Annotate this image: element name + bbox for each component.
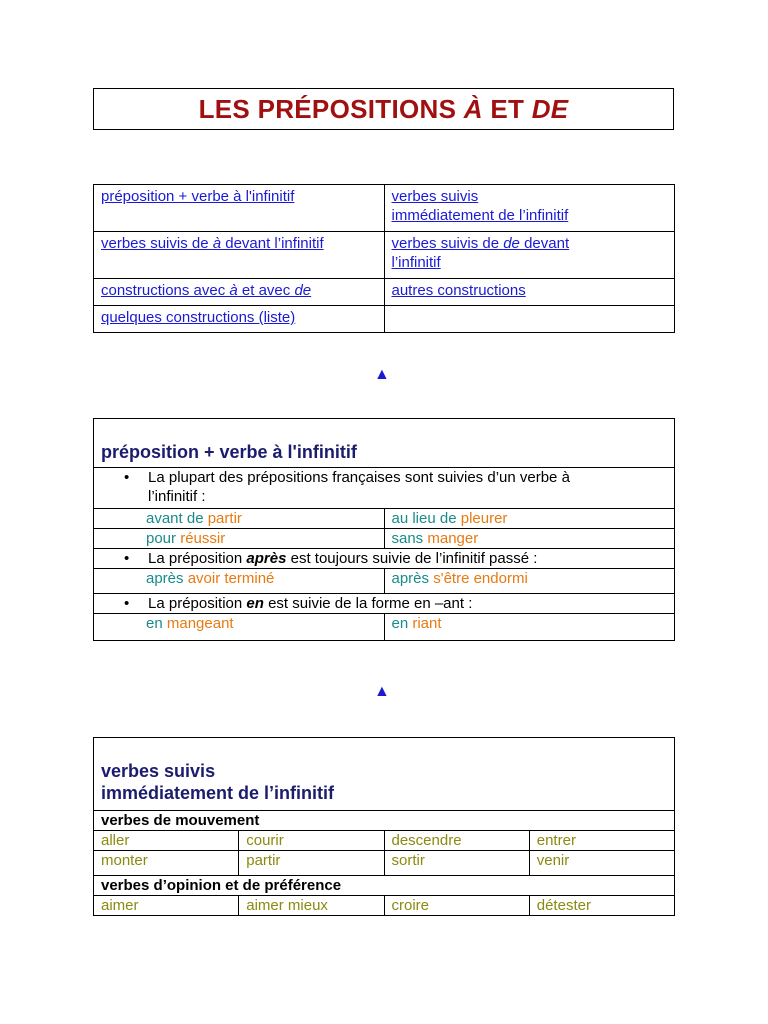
- example-cell: avant de partir: [94, 509, 385, 529]
- toc-cell: [94, 279, 385, 306]
- section-verbes-immediatement: [93, 737, 675, 916]
- verb-cell: détester: [529, 896, 674, 916]
- toc-link-autres-constructions[interactable]: autres constructions: [391, 282, 526, 299]
- verb-cell: descendre: [384, 831, 529, 851]
- back-to-top-arrow-icon[interactable]: ▲: [374, 366, 390, 383]
- bullet-row: • La préposition après est toujours suivie de l’infinitif passé :: [94, 549, 675, 569]
- toc-link-verbes-immediatement[interactable]: verbes suivis immédiatement de l’infinitif: [391, 188, 569, 224]
- subheading-opinion: verbes d’opinion et de préférence: [94, 876, 675, 896]
- toc-cell: [94, 306, 385, 333]
- section-heading: préposition + verbe à l'infinitif: [101, 442, 357, 462]
- section-heading: verbes suivis immédiatement de l’infinitif: [101, 761, 335, 803]
- verb-cell: aimer: [94, 896, 239, 916]
- example-cell: au lieu de pleurer: [384, 509, 675, 529]
- example-cell: après avoir terminé: [94, 569, 385, 594]
- bullet-icon: •: [124, 469, 130, 486]
- verb-cell: venir: [529, 851, 674, 876]
- subheading-mouvement: verbes de mouvement: [94, 811, 675, 831]
- example-cell: sans manger: [384, 529, 675, 549]
- example-cell: en riant: [384, 614, 675, 641]
- verb-cell: courir: [239, 831, 384, 851]
- section-heading-cell: [94, 419, 675, 468]
- verb-cell: aimer mieux: [239, 896, 384, 916]
- toc-cell: [384, 279, 675, 306]
- bullet-row: • La préposition en est suivie de la forme en –ant :: [94, 594, 675, 614]
- example-cell: pour réussir: [94, 529, 385, 549]
- verb-cell: aller: [94, 831, 239, 851]
- section-heading-cell: [94, 738, 675, 811]
- toc-link-verbes-de[interactable]: verbes suivis de de devant l’infinitif: [391, 235, 570, 271]
- toc-cell: [94, 185, 385, 232]
- toc-link-verbes-a[interactable]: verbes suivis de à devant l’infinitif: [101, 235, 324, 252]
- section-preposition-infinitif: [93, 418, 675, 641]
- toc-cell: [384, 232, 675, 279]
- toc-cell: [94, 232, 385, 279]
- bullet-icon: •: [124, 550, 130, 567]
- page-title: LES PRÉPOSITIONS À ET DE: [198, 93, 569, 124]
- toc-link-liste[interactable]: quelques constructions (liste): [101, 309, 296, 326]
- verb-cell: croire: [384, 896, 529, 916]
- bullet-icon: •: [124, 595, 130, 612]
- toc-table: [93, 184, 675, 333]
- example-cell: en mangeant: [94, 614, 385, 641]
- toc-link-preposition-infinitif[interactable]: préposition + verbe à l'infinitif: [101, 188, 295, 205]
- verb-cell: sortir: [384, 851, 529, 876]
- verb-cell: monter: [94, 851, 239, 876]
- title-box: [93, 88, 674, 130]
- back-to-top-arrow-icon[interactable]: ▲: [374, 683, 390, 700]
- toc-cell-empty: [384, 306, 675, 333]
- toc-link-constructions-a-de[interactable]: constructions avec à et avec de: [101, 282, 312, 299]
- toc-cell: [384, 185, 675, 232]
- verb-cell: partir: [239, 851, 384, 876]
- bullet-row: • La plupart des prépositions françaises sont suivies d’un verbe à l’infinitif :: [94, 468, 675, 509]
- verb-cell: entrer: [529, 831, 674, 851]
- example-cell: après s'être endormi: [384, 569, 675, 594]
